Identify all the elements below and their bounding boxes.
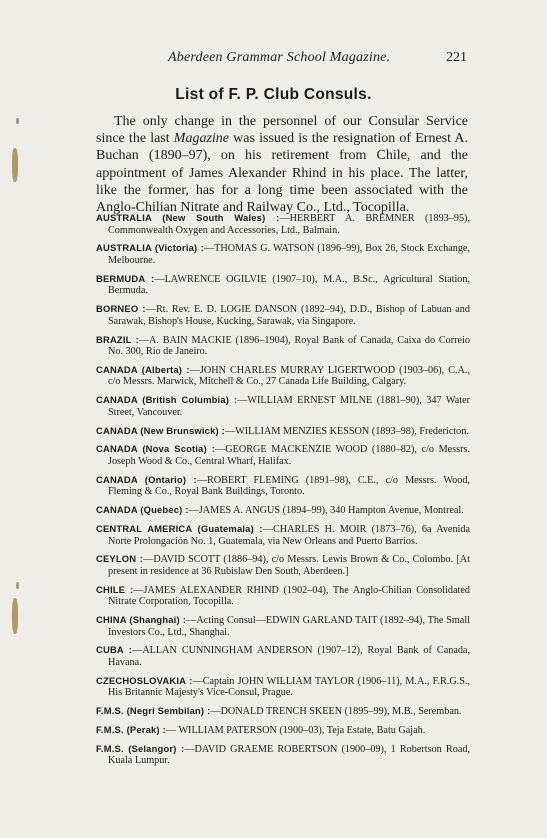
binding-mark-lower-dot <box>16 582 19 589</box>
consul-details: —HERBERT A. BREMNER (1893–95), Commonwealth Oxygen and Accessories, Ltd., Balmain. <box>108 213 470 236</box>
intro-text-2: was issued is the resignation of Ernest A. Buchan (1890–97), on his retirement from Chile, and the appointment of James Alexander Rhind in his place. The latter, like the former, has for a long time been associated with the Anglo-Chilian Nitrate and Railway Co., Ltd., Tocopilla. <box>96 131 468 216</box>
consul-details: —A. BAIN MACKIE (1896–1904), Royal Bank of Canada, Caixa do Correio No. 300, Rio de Janeiro. <box>108 334 471 358</box>
intro-magazine-word: Magazine <box>173 131 230 147</box>
consul-details: —WILLIAM ERNEST MILNE (1881–90), 347 Water Street, Vancouver. <box>108 395 470 418</box>
consul-details: — WILLIAM PATERSON (1900–03), Teja Estate, Batu Gajah. <box>165 724 426 736</box>
consul-entry <box>96 425 470 438</box>
consul-location: CANADA (Ontario) : <box>96 473 197 485</box>
consul-details: —Captain JOHN WILLIAM TAYLOR (1906–11), M.A., F.R.G.S., His Britannic Majesty's Vice-Consul, Prague. <box>108 675 470 699</box>
consul-location: CANADA (New Brunswick) : <box>96 424 225 436</box>
consul-details: —JOHN CHARLES MURRAY LIGERTWOOD (1903–06), C.A., c/o Messrs. Marwick, Mitchell & Co., 27 Canada Life Building, Calgary. <box>108 364 470 388</box>
page-number: 221 <box>446 50 467 65</box>
consul-location: BERMUDA : <box>96 272 155 284</box>
consul-location: F.M.S. (Selangor) : <box>96 742 185 754</box>
consul-entry <box>96 303 470 327</box>
consul-details: —DAVID GRAEME ROBERTSON (1900–09), 1 Robertson Road, Kuala Lumpur. <box>108 743 470 767</box>
consul-details: —Rt. Rev. E. D. LOGIE DANSON (1892–94), D.D., Bishop of Labuan and Sarawak, Bishop's House, Kucking, Sarawak, via Singapore. <box>108 304 470 327</box>
consul-entry <box>96 724 470 737</box>
consul-entry <box>96 705 470 718</box>
consul-location: AUSTRALIA (Victoria) : <box>96 242 204 254</box>
consul-location: CANADA (British Columbia) : <box>96 394 238 406</box>
consul-location: BRAZIL : <box>96 333 139 345</box>
consul-location: BORNEO : <box>96 303 146 315</box>
consul-location: CHILE : <box>96 583 134 595</box>
consul-entry <box>96 474 470 498</box>
consul-entry <box>96 334 470 358</box>
consul-entry <box>96 614 470 638</box>
consul-entry <box>96 644 470 668</box>
consul-list <box>96 212 470 773</box>
consul-details: —ROBERT FLEMING (1891–98), C.E., c/o Messrs. Wood, Fleming & Co., Royal Bank Buildings, Toronto. <box>108 474 470 498</box>
binding-mark-bottom <box>12 598 18 634</box>
intro-paragraph <box>96 113 468 216</box>
consul-details: —LAWRENCE OGILVIE (1907–10), M.A., B.Sc., Agricultural Station, Bermuda. <box>108 273 471 297</box>
consul-location: AUSTRALIA (New South Wales) : <box>96 212 280 223</box>
consul-location: CENTRAL AMERICA (Guatemala) : <box>96 522 263 534</box>
consul-location: CANADA (Alberta) : <box>96 363 190 375</box>
consul-location: CZECHOSLOVAKIA : <box>96 674 193 686</box>
consul-details: —DAVID SCOTT (1886–94), c/o Messrs. Lewis Brown & Co., Colombo. [At present in residence at 36 Rubislaw Den South, Aberdeen.] <box>108 554 470 577</box>
consul-entry <box>96 394 470 418</box>
consul-location: CUBA : <box>96 644 133 656</box>
consul-location: CANADA (Quebec) : <box>96 504 189 516</box>
consul-details: —GEORGE MACKENZIE WOOD (1880–82), c/o Messrs. Joseph Wood & Co., Central Wharf, Halifax. <box>108 444 470 467</box>
consul-entry <box>96 584 470 608</box>
consul-location: CEYLON : <box>96 553 144 565</box>
consul-entry <box>96 364 470 388</box>
binding-mark-top <box>12 148 18 182</box>
consul-entry <box>96 273 470 297</box>
consul-location: F.M.S. (Perak) : <box>96 723 166 735</box>
consul-details: —JAMES ALEXANDER RHIND (1902–04), The Anglo-Chilian Consolidated Nitrate Corporation, Tocopilla. <box>108 584 470 608</box>
consul-details: —THOMAS G. WATSON (1896–99), Box 26, Stock Exchange, Melbourne. <box>108 243 470 266</box>
consul-details: —WILLIAM MENZIES KESSON (1893–98), Fredericton. <box>224 425 469 437</box>
consul-details: —CHARLES H. MOIR (1873–76), 6a Avenida Norte Prolongación No. 1, Guatemala, via New Orleans and Puerto Barrios. <box>108 523 470 547</box>
page-title: List of F. P. Club Consuls. <box>175 86 372 103</box>
consul-entry <box>96 553 470 577</box>
running-title: Aberdeen Grammar School Magazine. <box>168 50 391 65</box>
intro-text-1: The only change in the personnel of our Consular Service since the last <box>96 114 468 147</box>
consul-details: —JAMES A. ANGUS (1894–99), 340 Hampton Avenue, Montreal. <box>188 505 464 517</box>
consul-entry <box>96 242 470 266</box>
page-header <box>0 50 547 68</box>
consul-location: CANADA (Nova Scotia) : <box>96 443 216 455</box>
consul-entry <box>96 675 470 699</box>
consul-entry <box>96 212 470 236</box>
consul-details: —ALLAN CUNNINGHAM ANDERSON (1907–12), Royal Bank of Canada, Havana. <box>108 645 471 669</box>
consul-entry <box>96 523 470 547</box>
consul-entry <box>96 443 470 467</box>
binding-mark-upper-dot <box>16 118 19 124</box>
consul-details: —DONALD TRENCH SKEEN (1895–99), M.B., Seremban. <box>210 706 462 718</box>
consul-location: F.M.S. (Negri Sembilan) : <box>96 705 211 717</box>
consul-details: —Acting Consul—EDWIN GARLAND TAIT (1892–94), The Small Investors Co., Ltd., Shanghai. <box>108 615 470 638</box>
consul-entry <box>96 743 470 767</box>
consul-entry <box>96 504 470 517</box>
consul-location: CHINA (Shanghai) : <box>96 614 187 626</box>
